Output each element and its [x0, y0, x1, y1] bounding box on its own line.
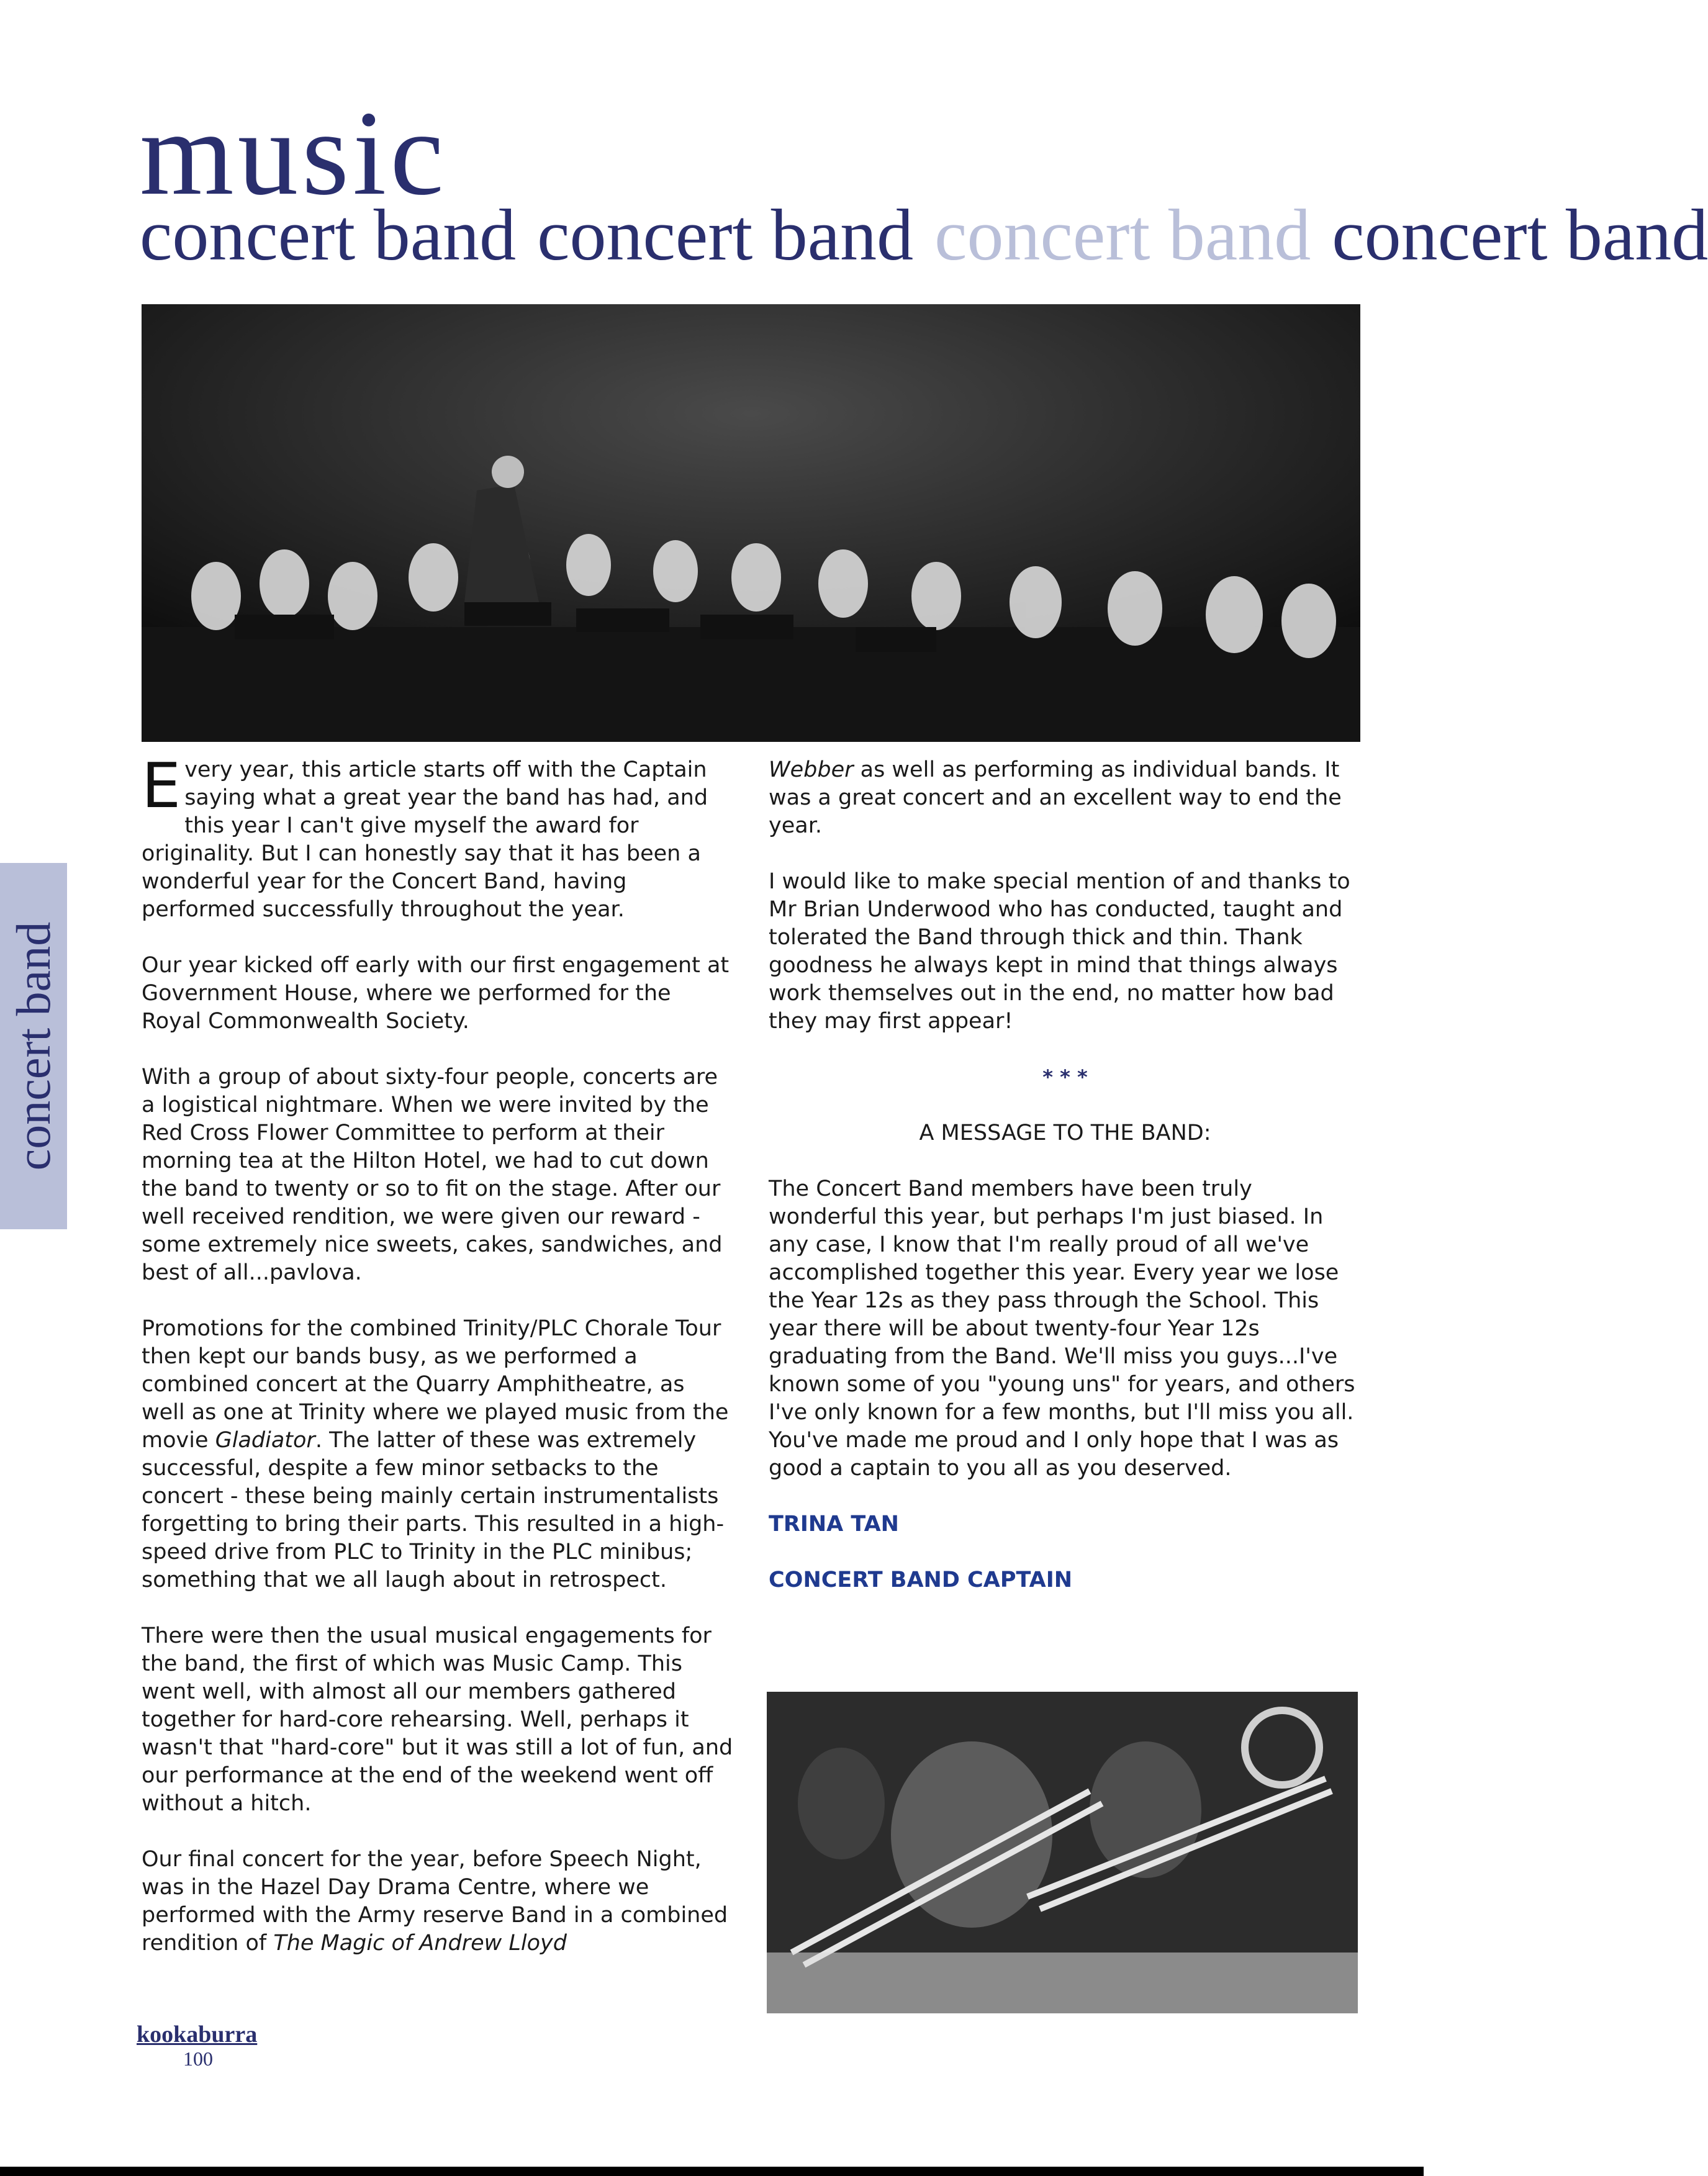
paragraph-red-cross: With a group of about sixty-four people, concerts are a logistical nightmare. When we were invited by the Red Cross Flower Committee to perform at their morning tea at the Hilton Hotel, we had to cut down the band to twenty or so to fit on the stage. After our well received rendition, we were given our reward - some extremely nice sweets, cakes, sandwiches, and best of all...pavlova.: [142, 1065, 723, 1285]
side-tab-label: concert band: [6, 921, 60, 1171]
article-left-column: [142, 749, 734, 1985]
article-right-column: [769, 756, 1362, 1622]
message-heading: A MESSAGE TO THE BAND:: [919, 1121, 1211, 1145]
drop-cap: E: [142, 749, 181, 822]
page-title: music: [140, 86, 448, 220]
webber-text: as well as performing as individual bands. It was a great concert and an excellent way to end the year.: [769, 757, 1342, 838]
chorale-movie-title: Gladiator: [215, 1428, 315, 1453]
paragraph-music-camp: There were then the usual musical engagements for the band, the first of which was Music Camp. This went well, with almost all our members gathered together for hard-core rehearsing. Well, perhaps it wasn't that "hard-core" but it was still a lot of fun, and our performance at the end of the weekend went off without a hitch.: [142, 1623, 733, 1816]
paragraph-intro-text: very year, this article starts off with the Captain saying what a great year the band has had, and this year I can't give myself the award for originality. But I can honestly say that it has been a wonderful year for the Concert Band, having performed successfully throughout the year.: [142, 757, 708, 922]
paragraph-government-house: Our year kicked off early with our first engagement at Government House, where we performed for the Royal Commonwealth Society.: [142, 953, 730, 1034]
chorale-text-a: Promotions for the combined Trinity/PLC Chorale Tour then kept our bands busy, as we performed a combined concert at the Quarry Amphitheatre, as well as one at Trinity where we played music from the movie: [142, 1316, 729, 1453]
signature-name: TRINA TAN: [769, 1512, 899, 1537]
signature-title: CONCERT BAND CAPTAIN: [769, 1568, 1073, 1592]
webber-title: Webber: [769, 757, 854, 782]
stage-photo-art: [142, 304, 1360, 742]
trombone-photo-art: [767, 1692, 1358, 2013]
final-concert-title: The Magic of Andrew Lloyd: [273, 1931, 567, 1956]
footer-brand: kookaburra: [137, 2021, 258, 2047]
trombone-players-photo: [767, 1692, 1358, 2013]
subtitle-repeat-2: concert band: [537, 194, 914, 276]
subtitle-repeat-3: concert band: [934, 194, 1311, 276]
paragraph-final-concert: [142, 1846, 734, 1957]
paragraph-thanks: I would like to make special mention of and thanks to Mr Brian Underwood who has conducted, taught and tolerated the Band through thick and thin. Thank goodness he always kept in mind that things always work themselves out in the end, no matter how bad they may first appear!: [769, 869, 1350, 1034]
section-subtitle: [140, 194, 1708, 276]
bottom-border: [0, 2167, 1424, 2176]
paragraph-webber: [769, 756, 1362, 840]
subtitle-repeat-4: concert band: [1332, 194, 1708, 276]
page-number: 100: [183, 2047, 213, 2070]
side-section-tab: [0, 863, 67, 1229]
subtitle-repeat-1: concert band: [140, 194, 517, 276]
concert-band-stage-photo: [142, 304, 1360, 742]
paragraph-message: The Concert Band members have been truly wonderful this year, but perhaps I'm just biased. In any case, I know that I'm really proud of all we've accomplished together this year. Every year we lose the Year 12s as they pass through the School. This year there will be about twenty-four Year 12s graduating from the Band. We'll miss you guys...I've known some of you "young uns" for years, and others I've only known for a few months, but I'll miss you all. You've made me proud and I only hope that I was as good a captain to you all as you deserved.: [769, 1176, 1355, 1481]
chorale-text-b: . The latter of these was extremely successful, despite a few minor setbacks to the concert - these being mainly certain instrumentalists forgetting to bring their parts. This resulted in a high-speed drive from PLC to Trinity in the PLC minibus; something that we all laugh about in retrospect.: [142, 1428, 725, 1592]
final-concert-text: Our final concert for the year, before Speech Night, was in the Hazel Day Drama Centre, where we performed with the Army reserve Band in a combined rendition of: [142, 1847, 728, 1956]
separator-stars: * * *: [1042, 1065, 1088, 1089]
paragraph-intro: [142, 749, 734, 924]
paragraph-chorale-tour: [142, 1315, 734, 1594]
